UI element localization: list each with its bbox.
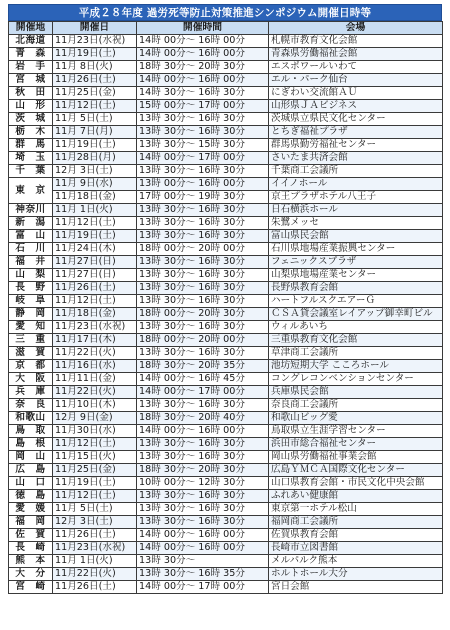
time-cell: 13時 00分～ 16時 00分 [137, 178, 269, 191]
table-row [9, 412, 443, 425]
date-cell: 11月10日(木) [53, 399, 137, 412]
time-cell: 18時 00分～ 20時 00分 [137, 334, 269, 347]
venue-cell: 佐賀県教育会館 [269, 529, 443, 542]
pref-cell: 兵 庫 [9, 386, 53, 399]
pref-cell: 滋 賀 [9, 347, 53, 360]
time-cell: 10時 00分～ 12時 30分 [137, 477, 269, 490]
time-cell: 13時 30分～ 16時 30分 [137, 113, 269, 126]
pref-cell: 福 井 [9, 256, 53, 269]
table-row [9, 35, 443, 48]
venue-cell: 広島ＹＭＣＡ国際文化センター [269, 464, 443, 477]
table-row [9, 464, 443, 477]
venue-cell: 山形県ＪＡビジネス [269, 100, 443, 113]
table-row [9, 256, 443, 269]
pref-cell: 栃 木 [9, 126, 53, 139]
venue-cell: とちぎ福祉プラザ [269, 126, 443, 139]
date-cell: 11月19日(土) [53, 139, 137, 152]
date-cell: 11月 5日(土) [53, 503, 137, 516]
document-title: 平成２８年度 過労死等防止対策推進シンポジウム開催日時等 [8, 4, 442, 21]
venue-cell: 山梨県地場産業センター [269, 269, 443, 282]
venue-cell: 鳥取県立生涯学習センター [269, 425, 443, 438]
venue-cell: 千葉商工会議所 [269, 165, 443, 178]
table-row [9, 555, 443, 568]
venue-cell: 長崎市立図書館 [269, 542, 443, 555]
date-cell: 11月27日(日) [53, 256, 137, 269]
table-row [9, 113, 443, 126]
table-row [9, 321, 443, 334]
time-cell: 14時 00分～ 16時 00分 [137, 48, 269, 61]
pref-cell: 福 岡 [9, 516, 53, 529]
time-cell: 14時 00分～ 16時 00分 [137, 35, 269, 48]
date-cell: 11月25日(金) [53, 464, 137, 477]
table-row [9, 399, 443, 412]
venue-cell: 富山県民会館 [269, 230, 443, 243]
date-cell: 11月26日(土) [53, 581, 137, 594]
table-row [9, 334, 443, 347]
pref-cell: 神奈川 [9, 204, 53, 217]
date-cell: 12月 3日(土) [53, 516, 137, 529]
pref-cell: 長 崎 [9, 542, 53, 555]
time-cell: 18時 00分～ 20時 30分 [137, 308, 269, 321]
time-cell: 13時 30分～ 16時 30分 [137, 256, 269, 269]
time-cell: 14時 30分～ 16時 30分 [137, 87, 269, 100]
table-row [9, 139, 443, 152]
date-cell: 11月23日(水祝) [53, 321, 137, 334]
venue-cell: ウィルあいち [269, 321, 443, 334]
time-cell: 13時 30分～ 16時 30分 [137, 438, 269, 451]
pref-cell: 広 島 [9, 464, 53, 477]
date-cell: 11月12日(土) [53, 217, 137, 230]
venue-cell: 三重県教育文化会館 [269, 334, 443, 347]
date-cell: 11月19日(土) [53, 230, 137, 243]
venue-cell: にぎわい交流館ＡＵ [269, 87, 443, 100]
table-row [9, 74, 443, 87]
table-row [9, 178, 443, 191]
table-row [9, 165, 443, 178]
date-cell: 11月16日(水) [53, 360, 137, 373]
pref-cell: 島 根 [9, 438, 53, 451]
table-row [9, 529, 443, 542]
time-cell: 17時 00分～ 19時 30分 [137, 191, 269, 204]
date-cell: 11月 1日(火) [53, 555, 137, 568]
date-cell: 11月26日(土) [53, 74, 137, 87]
time-cell: 14時 00分～ 16時 45分 [137, 373, 269, 386]
time-cell: 13時 30分～ 16時 30分 [137, 451, 269, 464]
venue-cell: ハートフルスクエアーＧ [269, 295, 443, 308]
date-cell: 11月 7日(月) [53, 126, 137, 139]
time-cell: 13時 30分～ 16時 30分 [137, 126, 269, 139]
table-row [9, 217, 443, 230]
date-cell: 11月17日(木) [53, 334, 137, 347]
pref-cell: 岐 阜 [9, 295, 53, 308]
pref-cell: 大 分 [9, 568, 53, 581]
time-cell: 13時 30分～ 16時 30分 [137, 217, 269, 230]
date-cell: 11月12日(土) [53, 438, 137, 451]
date-cell: 11月26日(土) [53, 529, 137, 542]
table-row [9, 87, 443, 100]
time-cell: 13時 30分～ 16時 30分 [137, 295, 269, 308]
table-row [9, 191, 443, 204]
date-cell: 11月27日(日) [53, 269, 137, 282]
venue-cell: 和歌山ビッグ愛 [269, 412, 443, 425]
table-row [9, 126, 443, 139]
time-cell: 13時 30分～ 16時 30分 [137, 321, 269, 334]
venue-cell: エル・パーク仙台 [269, 74, 443, 87]
pref-cell: 宮 城 [9, 74, 53, 87]
time-cell: 18時 30分～ 20時 30分 [137, 464, 269, 477]
date-cell: 11月12日(土) [53, 100, 137, 113]
table-row [9, 308, 443, 321]
venue-cell: 山口県教育会館・市民文化中央会館 [269, 477, 443, 490]
time-cell: 14時 00分～ 16時 00分 [137, 529, 269, 542]
time-cell: 14時 00分～ 16時 00分 [137, 542, 269, 555]
table-row [9, 347, 443, 360]
table-row [9, 243, 443, 256]
date-cell: 11月22日(火) [53, 347, 137, 360]
table-row [9, 295, 443, 308]
header-time: 開催時間 [137, 22, 269, 35]
table-row [9, 516, 443, 529]
table-row [9, 542, 443, 555]
pref-cell: 奈 良 [9, 399, 53, 412]
table-row [9, 100, 443, 113]
pref-cell: 石 川 [9, 243, 53, 256]
date-cell: 11月 5日(土) [53, 113, 137, 126]
venue-cell: 茨城県立県民文化センター [269, 113, 443, 126]
venue-cell: エスポワールいわて [269, 61, 443, 74]
pref-cell: 岡 山 [9, 451, 53, 464]
venue-cell: 岡山県労働福祉事業会館 [269, 451, 443, 464]
pref-cell: 京 都 [9, 360, 53, 373]
time-cell: 18時 00分～ 20時 00分 [137, 243, 269, 256]
date-cell: 11月18日(金) [53, 191, 137, 204]
date-cell: 12月 3日(土) [53, 165, 137, 178]
header-row [9, 22, 443, 35]
time-cell: 15時 00分～ 17時 00分 [137, 100, 269, 113]
time-cell: 13時 30分～ 16時 30分 [137, 503, 269, 516]
venue-cell: 池坊短期大学 こころホール [269, 360, 443, 373]
pref-cell: 群 馬 [9, 139, 53, 152]
date-cell: 11月23日(水祝) [53, 35, 137, 48]
venue-cell: 青森県労働福祉会館 [269, 48, 443, 61]
time-cell: 13時 30分～ 16時 30分 [137, 165, 269, 178]
time-cell: 13時 30分～ 16時 30分 [137, 347, 269, 360]
schedule-document [8, 4, 442, 594]
table-row [9, 503, 443, 516]
pref-cell: 東 京 [9, 178, 53, 204]
date-cell: 11月28日(月) [53, 152, 137, 165]
pref-cell: 三 重 [9, 334, 53, 347]
time-cell: 14時 00分～ 16時 00分 [137, 425, 269, 438]
date-cell: 11月 8日(火) [53, 61, 137, 74]
venue-cell: 群馬県勤労福祉センター [269, 139, 443, 152]
header-pref: 開催地 [9, 22, 53, 35]
header-venue: 会場 [269, 22, 443, 35]
time-cell: 13時 30分～ 16時 30分 [137, 282, 269, 295]
time-cell: 13時 30分～ 16時 30分 [137, 516, 269, 529]
date-cell: 11月30日(水) [53, 425, 137, 438]
table-row [9, 373, 443, 386]
pref-cell: 愛 知 [9, 321, 53, 334]
date-cell: 11月19日(土) [53, 48, 137, 61]
venue-cell: ふれあい健康館 [269, 490, 443, 503]
date-cell: 11月15日(火) [53, 451, 137, 464]
date-cell: 11月 9日(水) [53, 178, 137, 191]
pref-cell: 秋 田 [9, 87, 53, 100]
venue-cell: 奈良商工会議所 [269, 399, 443, 412]
date-cell: 11月11日(金) [53, 373, 137, 386]
venue-cell: イイノホール [269, 178, 443, 191]
table-row [9, 204, 443, 217]
date-cell: 11月12日(土) [53, 295, 137, 308]
time-cell: 13時 30分～ 16時 30分 [137, 490, 269, 503]
time-cell: 14時 00分～ 17時 00分 [137, 581, 269, 594]
venue-cell: 朱鷺メッセ [269, 217, 443, 230]
venue-cell: さいたま共済会館 [269, 152, 443, 165]
date-cell: 11月22日(火) [53, 386, 137, 399]
time-cell: 13時 30分～ 16時 35分 [137, 568, 269, 581]
time-cell: 13時 30分～ 16時 30分 [137, 269, 269, 282]
date-cell: 11月23日(水祝) [53, 542, 137, 555]
table-row [9, 451, 443, 464]
table-row [9, 282, 443, 295]
table-row [9, 61, 443, 74]
pref-cell: 鳥 取 [9, 425, 53, 438]
date-cell: 11月12日(土) [53, 490, 137, 503]
pref-cell: 青 森 [9, 48, 53, 61]
venue-cell: メルパルク熊本 [269, 555, 443, 568]
pref-cell: 宮 崎 [9, 581, 53, 594]
pref-cell: 山 口 [9, 477, 53, 490]
venue-cell: 浜田市総合福祉センター [269, 438, 443, 451]
venue-cell: 長野県教育会館 [269, 282, 443, 295]
venue-cell: 草津商工会議所 [269, 347, 443, 360]
date-cell: 11月18日(金) [53, 308, 137, 321]
pref-cell: 長 野 [9, 282, 53, 295]
pref-cell: 和歌山 [9, 412, 53, 425]
pref-cell: 徳 島 [9, 490, 53, 503]
time-cell: 13時 30分～ 15時 30分 [137, 139, 269, 152]
venue-cell: 日石横浜ホール [269, 204, 443, 217]
time-cell: 13時 30分～ 16時 30分 [137, 230, 269, 243]
pref-cell: 愛 媛 [9, 503, 53, 516]
pref-cell: 佐 賀 [9, 529, 53, 542]
venue-cell: 札幌市教育文化会館 [269, 35, 443, 48]
pref-cell: 山 形 [9, 100, 53, 113]
venue-cell: コングレコンベンションセンター [269, 373, 443, 386]
pref-cell: 茨 城 [9, 113, 53, 126]
table-row [9, 152, 443, 165]
pref-cell: 大 阪 [9, 373, 53, 386]
time-cell: 18時 30分～ 20時 30分 [137, 61, 269, 74]
time-cell: 14時 00分～ 17時 00分 [137, 386, 269, 399]
table-row [9, 48, 443, 61]
venue-cell: 福岡商工会議所 [269, 516, 443, 529]
venue-cell: 京王プラザホテル八王子 [269, 191, 443, 204]
pref-cell: 静 岡 [9, 308, 53, 321]
date-cell: 11月22日(火) [53, 568, 137, 581]
pref-cell: 北海道 [9, 35, 53, 48]
time-cell: 14時 00分～ 16時 00分 [137, 74, 269, 87]
pref-cell: 千 葉 [9, 165, 53, 178]
pref-cell: 岩 手 [9, 61, 53, 74]
venue-cell: ＣＳＡ貸会議室レイアップ御幸町ビル [269, 308, 443, 321]
pref-cell: 新 潟 [9, 217, 53, 230]
pref-cell: 山 梨 [9, 269, 53, 282]
time-cell: 18時 30分～ 20時 40分 [137, 412, 269, 425]
table-row [9, 269, 443, 282]
time-cell: 18時 30分～ 20時 35分 [137, 360, 269, 373]
pref-cell: 埼 玉 [9, 152, 53, 165]
table-row [9, 360, 443, 373]
pref-cell: 富 山 [9, 230, 53, 243]
table-row [9, 490, 443, 503]
table-row [9, 425, 443, 438]
venue-cell: 東京第一ホテル松山 [269, 503, 443, 516]
schedule-table [8, 21, 443, 594]
table-row [9, 568, 443, 581]
date-cell: 11月19日(土) [53, 477, 137, 490]
time-cell: 13時 30分～ 16時 30分 [137, 399, 269, 412]
time-cell: 13時 30分～ [137, 555, 269, 568]
date-cell: 11月26日(土) [53, 282, 137, 295]
date-cell: 11月25日(金) [53, 87, 137, 100]
date-cell: 12月 9日(金) [53, 412, 137, 425]
pref-cell: 熊 本 [9, 555, 53, 568]
venue-cell: フェニックスプラザ [269, 256, 443, 269]
time-cell: 14時 00分～ 17時 00分 [137, 152, 269, 165]
date-cell: 11月 1日(火) [53, 204, 137, 217]
venue-cell: 石川県地場産業振興センター [269, 243, 443, 256]
time-cell: 13時 30分～ 16時 30分 [137, 204, 269, 217]
table-row [9, 477, 443, 490]
venue-cell: 兵庫県民会館 [269, 386, 443, 399]
table-row [9, 230, 443, 243]
date-cell: 11月24日(木) [53, 243, 137, 256]
table-row [9, 386, 443, 399]
table-row [9, 438, 443, 451]
header-date: 開催日 [53, 22, 137, 35]
table-row [9, 581, 443, 594]
venue-cell: 宮日会館 [269, 581, 443, 594]
venue-cell: ホルトホール大分 [269, 568, 443, 581]
